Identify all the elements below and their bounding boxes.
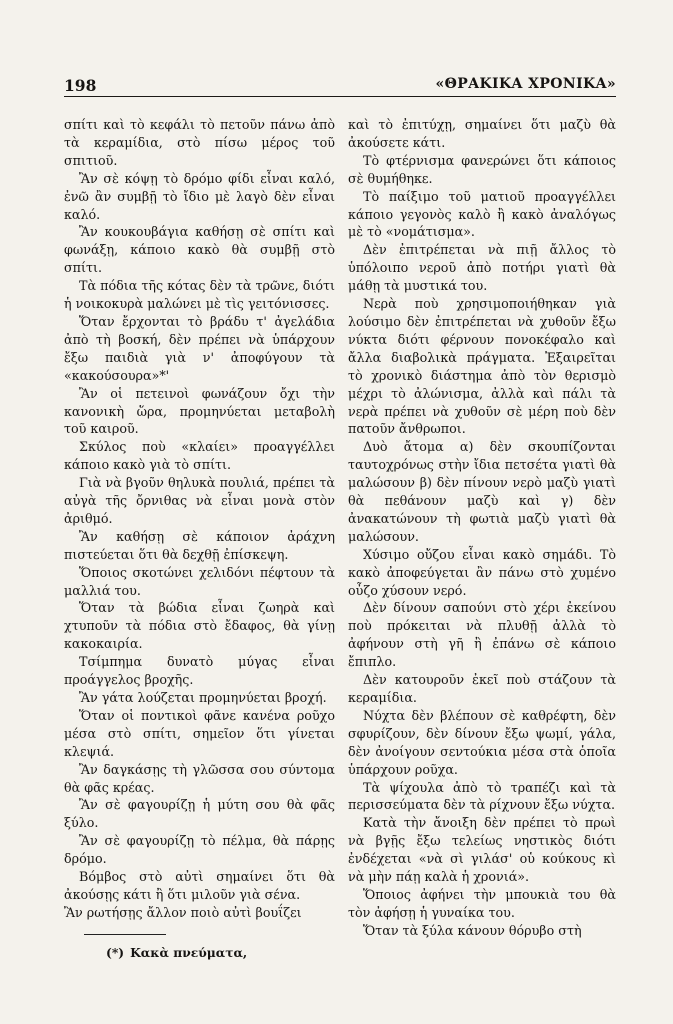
paragraph: Ὅταν τὰ βώδια εἶναι ζωηρὰ καὶ χτυποῦν τὰ πόδια στὸ ἔδαφος, θὰ γίνῃ κακοκαιρία. xyxy=(64,600,335,652)
footnote-text: Κακὰ πνεύματα, xyxy=(130,945,248,960)
paragraph: Ὅταν ἔρχονται τὸ βράδυ τ' ἀγελάδια ἀπὸ τὴ βοσκή, δὲν πρέπει νὰ ὑπάρχουν ἔξω παιδιὰ γιὰ ν' ἀποφύγουν τὰ «κακούσουρα»*' xyxy=(64,313,335,383)
paragraph: Ἂν δαγκάσῃς τὴ γλῶσσα σου σύντομα θὰ φᾶς κρέας. xyxy=(64,761,335,795)
paragraph: Ἂν ρωτήσῃς ἄλλον ποιὸ αὐτὶ βουΐζει xyxy=(64,904,302,920)
paragraph: Δὲν δίνουν σαπούνι στὸ χέρι ἐκείνου ποὺ πρόκειται νὰ πλυθῇ ἀλλὰ τὸ ἀφήνουν στὴ γῆ ἢ ἐπάνω σὲ κάποιο ἔπιπλο. xyxy=(348,600,616,670)
paragraph: Ὅποιος ἀφήνει τὴν μπουκιὰ του θὰ τὸν ἀφήσῃ ἡ γυναίκα του. xyxy=(348,886,616,920)
paragraph: Τὰ ψίχουλα ἀπὸ τὸ τραπέζι καὶ τὰ περισσεύματα δὲν τὰ ρίχνουν ἔξω νύχτα. xyxy=(348,779,616,813)
footnote-marker: (*) xyxy=(106,945,125,960)
paragraph: Τὰ πόδια τῆς κότας δὲν τὰ τρῶνε, διότι ἡ νοικοκυρὰ μαλώνει μὲ τὶς γειτόνισσες. xyxy=(64,278,335,312)
paragraph: Ἂν σὲ κόψῃ τὸ δρόμο φίδι εἶναι καλό, ἐνῶ ἂν συμβῇ τὸ ἴδιο μὲ λαγὸ δὲν εἶναι καλό. xyxy=(64,170,335,222)
paragraph: Βόμβος στὸ αὐτὶ σημαίνει ὅτι θὰ ἀκούσῃς κάτι ἢ ὅτι μιλοῦν γιὰ σένα. xyxy=(64,869,335,902)
paragraph: σπίτι καὶ τὸ κεφάλι τὸ πετοῦν πάνω ἀπὸ τὰ κεραμίδια, στὸ πίσω μέρος τοῦ σπιτιοῦ. xyxy=(64,117,335,168)
footnote xyxy=(106,945,247,960)
paragraph: Τὸ φτέρνισμα φανερώνει ὅτι κάποιος σὲ θυμήθηκε. xyxy=(348,152,616,186)
paragraph: Ἂν σὲ φαγουρίζῃ ἡ μύτη σου θὰ φᾶς ξύλο. xyxy=(64,797,335,831)
paragraph: καὶ τὸ ἐπιτύχῃ, σημαίνει ὅτι μαζὺ θὰ ἀκούσετε κάτι. xyxy=(348,117,616,150)
paragraph: Δὲν ἐπιτρέπεται νὰ πιῇ ἄλλος τὸ ὑπόλοιπο νεροῦ ἀπὸ ποτήρι γιατὶ θὰ μάθῃ τὰ μυστικά του. xyxy=(348,242,616,294)
paragraph: Ἂν κουκουβάγια καθήσῃ σὲ σπίτι καὶ φωνάξῃ, κάποιο κακὸ θὰ συμβῇ στὸ σπίτι. xyxy=(64,224,335,276)
left-column xyxy=(64,116,335,922)
paragraph: Ὅποιος σκοτώνει χελιδόνι πέφτουν τὰ μαλλιά του. xyxy=(64,564,335,598)
paragraph: Δυὸ ἄτομα α) δὲν σκουπίζονται ταυτοχρόνως στὴν ἴδια πετσέτα γιατὶ θὰ μαλώσουν β) δὲν πίνουν νερὸ μαζὺ γιατὶ θὰ πεθάνουν μαζὺ καὶ γ) δὲν ἀνακατώνουν τὴ φωτιὰ μαζὺ γιατὶ θὰ μαλώσουν. xyxy=(348,439,616,544)
footnote-rule xyxy=(84,934,166,935)
paragraph: Ὅταν οἱ ποντικοὶ φᾶνε κανένα ροῦχο μέσα στὸ σπίτι, σημεῖον ὅτι γίνεται κλεψιά. xyxy=(64,707,335,759)
page-number: 198 xyxy=(64,76,97,95)
paragraph: Τσίμπημα δυνατὸ μύγας εἶναι προάγγελος βροχῆς. xyxy=(64,654,335,688)
paragraph: Ὅταν τὰ ξύλα κάνουν θόρυβο στὴ xyxy=(363,922,582,938)
paragraph: Ἂν καθήσῃ σὲ κάποιον ἀράχνη πιστεύεται ὅτι θὰ δεχθῇ ἐπίσκεψη. xyxy=(64,528,335,562)
paragraph: Ἂν οἱ πετεινοὶ φωνάζουν ὄχι τὴν κανονικὴ ὥρα, προμηνύεται μεταβολὴ τοῦ καιροῦ. xyxy=(64,385,335,437)
paragraph: Γιὰ νὰ βγοῦν θηλυκὰ πουλιά, πρέπει τὰ αὐγὰ τῆς ὄρνιθας νὰ εἶναι μονὰ στὸν ἀριθμό. xyxy=(64,475,335,526)
paragraph: Ἂν σὲ φαγουρίζῃ τὸ πέλμα, θὰ πάρῃς δρόμο. xyxy=(64,833,335,867)
paragraph: Νύχτα δὲν βλέπουν σὲ καθρέφτη, δὲν σφυρίζουν, δὲν δίνουν ἔξω ψωμί, γάλα, δὲν ἀνοίγουν σεντούκια μέσα στὰ ὁποῖα ὑπάρχουν ροῦχα. xyxy=(348,707,616,777)
page-header xyxy=(64,76,616,97)
paragraph: Κατὰ τὴν ἄνοιξη δὲν πρέπει τὸ πρωὶ νὰ βγῇς ἔξω τελείως νηστικὸς διότι ἐνδέχεται «νὰ σὶ γιλάσ' οὑ κούκους κὶ νὰ μὴν πάῃ καλὰ ἡ χρονιά». xyxy=(348,815,616,885)
paragraph: Σκύλος ποὺ «κλαίει» προαγγέλλει κάποιο κακὸ γιὰ τὸ σπίτι. xyxy=(64,439,335,473)
paragraph: Τὸ παίξιμο τοῦ ματιοῦ προαγγέλλει κάποιο γεγονὸς καλὸ ἢ κακὸ ἀναλόγως μὲ τὸ «νομάτισμα». xyxy=(348,188,616,240)
paragraph: Ἂν γάτα λούζεται προμηνύεται βροχή. xyxy=(79,690,327,705)
journal-title: «ΘΡΑΚΙΚΑ ΧΡΟΝΙΚΑ» xyxy=(435,76,616,92)
paragraph: Δὲν κατουροῦν ἐκεῖ ποὺ στάζουν τὰ κεραμίδια. xyxy=(348,672,616,705)
right-column xyxy=(348,116,616,940)
paragraph: Χύσιμο οὔζου εἶναι κακὸ σημάδι. Τὸ κακὸ ἀποφεύγεται ἂν πάνω στὸ χυμένο οὖζο χύσουν νερό. xyxy=(348,546,616,598)
paragraph: Νερὰ ποὺ χρησιμοποιήθηκαν γιὰ λούσιμο δὲν ἐπιτρέπεται νὰ χυθοῦν ἔξω νύκτα διότι φέρνουν πονοκέφαλο καὶ ἄλλα διαβολικὰ πράγματα. Ἐξαιρεῖται τὸ χρονικὸ διάστημα ἀπὸ τὸν θερισμὸ μέχρι τὸ ἀλώνισμα, ἀλλὰ καὶ πάλι τὰ νερὰ πρέπει νὰ χυθοῦν σὲ μέρη ποὺ δὲν πατοῦν ἄνθρωποι. xyxy=(348,296,616,437)
